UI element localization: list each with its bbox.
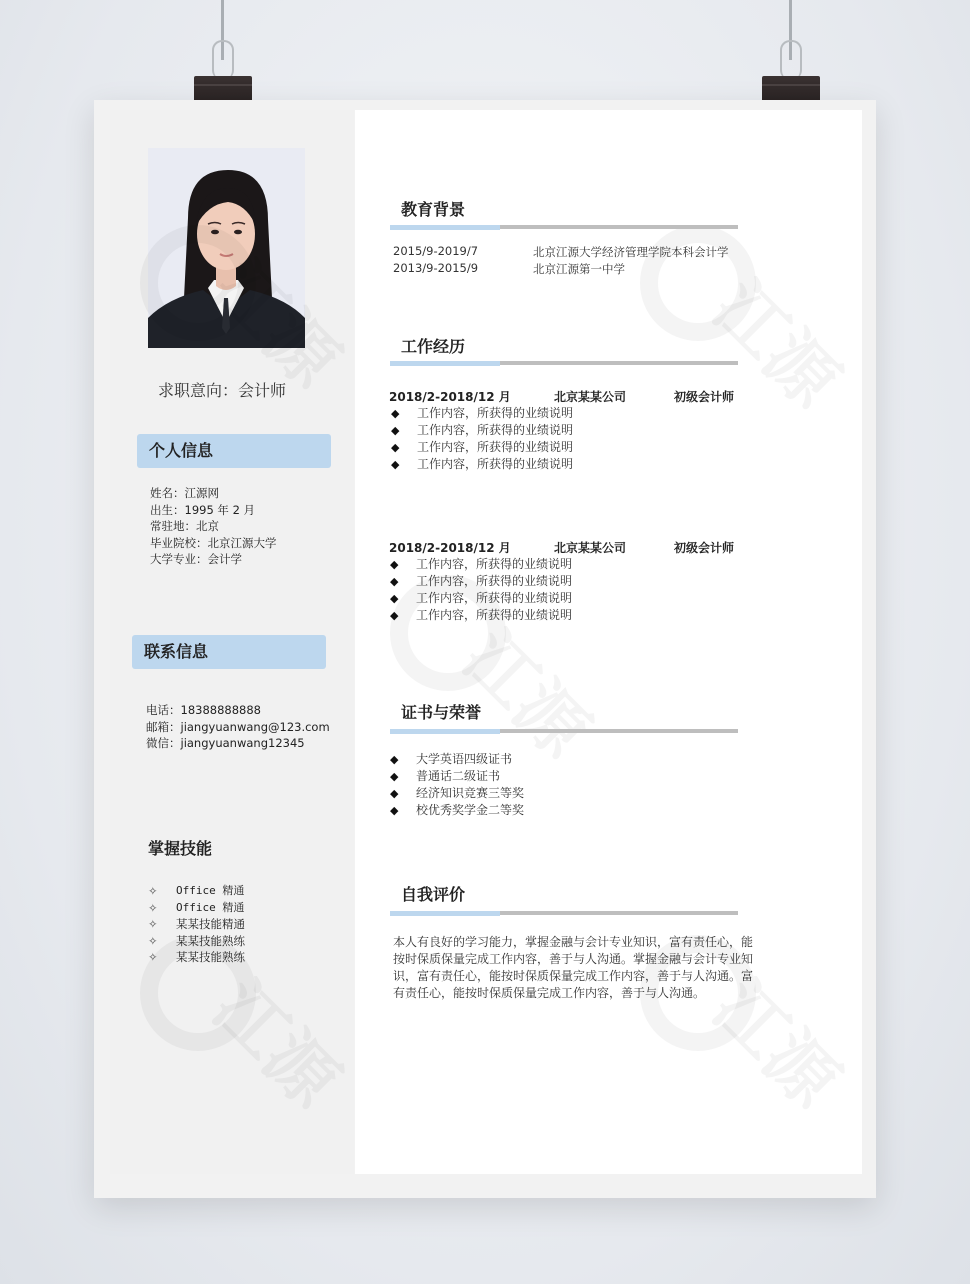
profile-photo	[148, 148, 305, 348]
personal-info-item: 姓名：江源网	[150, 486, 219, 500]
skill-item: ✧ 某某技能精通	[148, 917, 245, 931]
cert-item: ◆ 大学英语四级证书	[390, 752, 513, 766]
job-duty: ◆ 工作内容，所获得的业绩说明	[390, 557, 573, 571]
skill-item: ✧ Office 精通	[148, 900, 245, 915]
education-row: 2015/9-2019/7 北京江源大学经济管理学院本科会计学	[393, 244, 729, 259]
self-eval-heading: 自我评价	[401, 885, 466, 904]
education-row: 2013/9-2015/9 北京江源第一中学	[393, 261, 625, 276]
personal-info-item: 大学专业：会计学	[150, 552, 242, 566]
skills-list	[148, 883, 245, 966]
sparkle-icon: ✧	[148, 950, 158, 964]
self-eval-rule	[390, 911, 738, 915]
job-duty: ◆ 工作内容，所获得的业绩说明	[391, 423, 574, 437]
diamond-bullet-icon: ◆	[391, 424, 400, 437]
job-duty: ◆ 工作内容，所获得的业绩说明	[391, 406, 574, 420]
skill-item: ✧ 某某技能熟练	[148, 950, 245, 964]
skill-item: ✧ Office 精通	[148, 884, 245, 898]
work-rule	[390, 361, 738, 365]
contact-info-heading: 联系信息	[132, 635, 326, 669]
contact-wechat: 微信：jiangyuanwang12345	[146, 736, 305, 750]
diamond-bullet-icon: ◆	[391, 441, 400, 454]
contact-phone: 电话：18388888888	[146, 703, 261, 717]
work-heading: 工作经历	[401, 337, 466, 356]
diamond-bullet-icon: ◆	[391, 458, 400, 471]
job-duty: ◆ 工作内容，所获得的业绩说明	[391, 457, 574, 471]
skills-heading: 掌握技能	[148, 839, 213, 858]
diamond-bullet-icon: ◆	[390, 609, 399, 622]
clip-wire-right	[780, 40, 802, 80]
diamond-bullet-icon: ◆	[390, 558, 399, 571]
job-duty: ◆ 工作内容，所获得的业绩说明	[390, 608, 573, 622]
job-objective: 求职意向：会计师	[158, 381, 287, 400]
personal-info-item: 常驻地：北京	[150, 519, 219, 533]
job-duty: ◆ 工作内容，所获得的业绩说明	[390, 574, 573, 588]
personal-info-list	[150, 485, 277, 568]
diamond-bullet-icon: ◆	[390, 804, 399, 817]
diamond-bullet-icon: ◆	[390, 592, 399, 605]
personal-info-heading: 个人信息	[137, 434, 331, 468]
skill-item: ✧ 某某技能熟练	[148, 933, 245, 948]
diamond-bullet-icon: ◆	[390, 753, 399, 766]
cert-item: ◆ 经济知识竞赛三等奖	[390, 786, 525, 800]
diamond-bullet-icon: ◆	[390, 770, 399, 783]
diamond-bullet-icon: ◆	[390, 787, 399, 800]
sparkle-icon: ✧	[148, 900, 158, 915]
job-header: 2018/2-2018/12 月 北京某某公司 初级会计师	[389, 390, 735, 404]
education-heading: 教育背景	[401, 200, 466, 219]
self-eval-text: 本人有良好的学习能力，掌握金融与会计专业知识，富有责任心，能按时保质保量完成工作内容，善于与人沟通。掌握金融与会计专业知识，富有责任心，能按时保质保量完成工作内容，善于与人沟通。富有责任心，能按时保质保量完成工作内容，善于与人沟通。	[393, 935, 754, 1000]
job-duty: ◆ 工作内容，所获得的业绩说明	[390, 591, 573, 605]
cert-item: ◆ 校优秀奖学金二等奖	[390, 803, 525, 817]
education-rule	[390, 225, 738, 229]
contact-email: 邮箱：jiangyuanwang@123.com	[146, 719, 330, 734]
certs-heading: 证书与荣誉	[401, 703, 482, 722]
certs-rule	[390, 729, 738, 733]
sparkle-icon: ✧	[148, 933, 158, 948]
certs-list	[390, 751, 524, 819]
clip-wire-left	[212, 40, 234, 80]
job-duties	[390, 556, 572, 624]
diamond-bullet-icon: ◆	[391, 407, 400, 420]
diamond-bullet-icon: ◆	[390, 575, 399, 588]
personal-info-item: 出生：1995 年 2 月	[150, 502, 256, 517]
sparkle-icon: ✧	[148, 884, 158, 898]
personal-info-item: 毕业院校：北京江源大学	[150, 535, 277, 550]
cert-item: ◆ 普通话二级证书	[390, 769, 501, 783]
job-duties	[391, 405, 573, 473]
sparkle-icon: ✧	[148, 917, 158, 931]
job-header: 2018/2-2018/12 月 北京某某公司 初级会计师	[389, 541, 735, 555]
contact-info-list	[146, 702, 330, 752]
job-duty: ◆ 工作内容，所获得的业绩说明	[391, 440, 574, 454]
